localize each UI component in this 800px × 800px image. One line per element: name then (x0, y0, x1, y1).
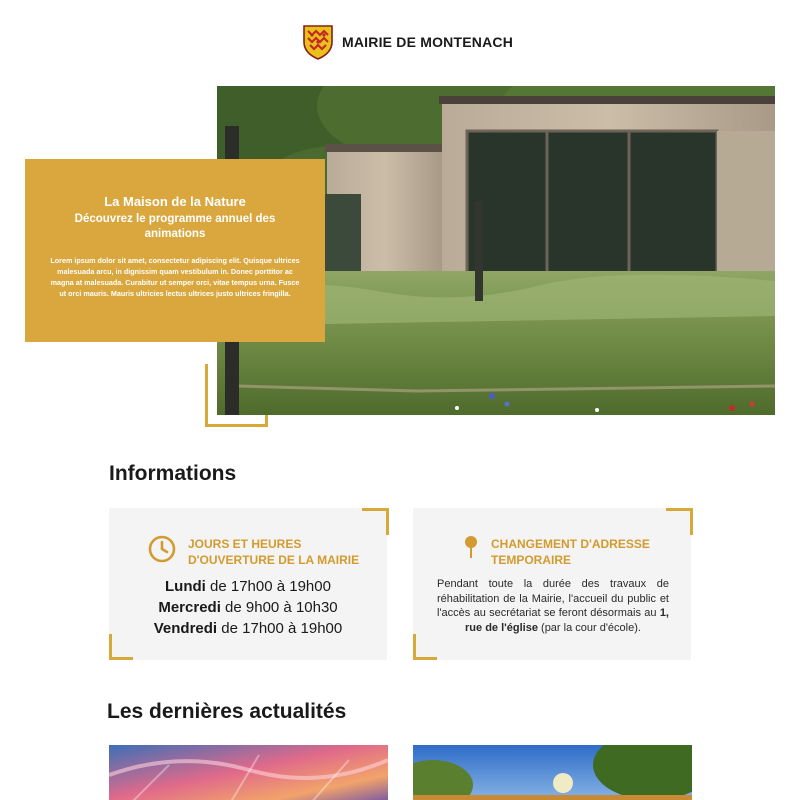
hero-subtitle: Découvrez le programme annuel des animations (74, 213, 276, 240)
card-corner-decoration (413, 634, 437, 660)
informations-heading: Informations (109, 462, 237, 485)
hero-description: Lorem ipsum dolor sit amet, consectetur adipiscing elit. Quisque ultrices malesuada arcu, in dignissim quam vestibulum in. Donec porttitor ac magna at malesuada. Curabitur ut semper orci, vitae tempus urna. Fusce ut orci mauris. Mauris ultricies lectus ultrices justo ultrices fringilla. (50, 256, 300, 298)
hours-row (109, 597, 387, 618)
clock-icon (147, 534, 177, 564)
address-street: 1, rue de l'église (465, 607, 669, 634)
hours-card (109, 508, 387, 660)
news-thumbnail[interactable] (109, 745, 388, 800)
hero-feature-card[interactable] (25, 159, 325, 342)
hours-day: Vendredi (153, 620, 218, 637)
hours-row (109, 618, 387, 639)
map-pin-icon (464, 535, 478, 559)
hours-time: de 17h00 à 19h00 (217, 620, 343, 637)
hours-day: Lundi (165, 578, 206, 595)
news-heading: Les dernières actualités (107, 700, 347, 723)
hours-list (109, 576, 387, 639)
hours-day: Mercredi (158, 599, 221, 616)
hero-title: La Maison de la Nature (104, 194, 246, 209)
news-thumbnail[interactable] (413, 745, 692, 800)
hours-time: de 17h00 à 19h00 (205, 578, 331, 595)
address-card-heading: CHANGEMENT D'ADRESSE TEMPORAIRE (491, 537, 650, 567)
card-corner-decoration (362, 508, 389, 535)
address-notice (437, 577, 669, 635)
hours-card-heading: JOURS ET HEURES D'OUVERTURE DE LA MAIRIE (188, 537, 360, 567)
hours-row (109, 576, 387, 597)
card-corner-decoration (666, 508, 693, 535)
coat-of-arms-icon[interactable] (302, 24, 334, 60)
site-header (0, 20, 800, 64)
address-card (413, 508, 691, 660)
hours-time: de 9h00 à 10h30 (220, 599, 338, 616)
address-text-after: (par la cour d'école). (537, 621, 641, 634)
address-text-before: Pendant toute la durée des travaux de réhabilitation de la Mairie, l'accueil du public et l'accès au secrétariat se feront désormais au (437, 578, 669, 619)
site-title[interactable]: MAIRIE DE MONTENACH (342, 34, 514, 50)
